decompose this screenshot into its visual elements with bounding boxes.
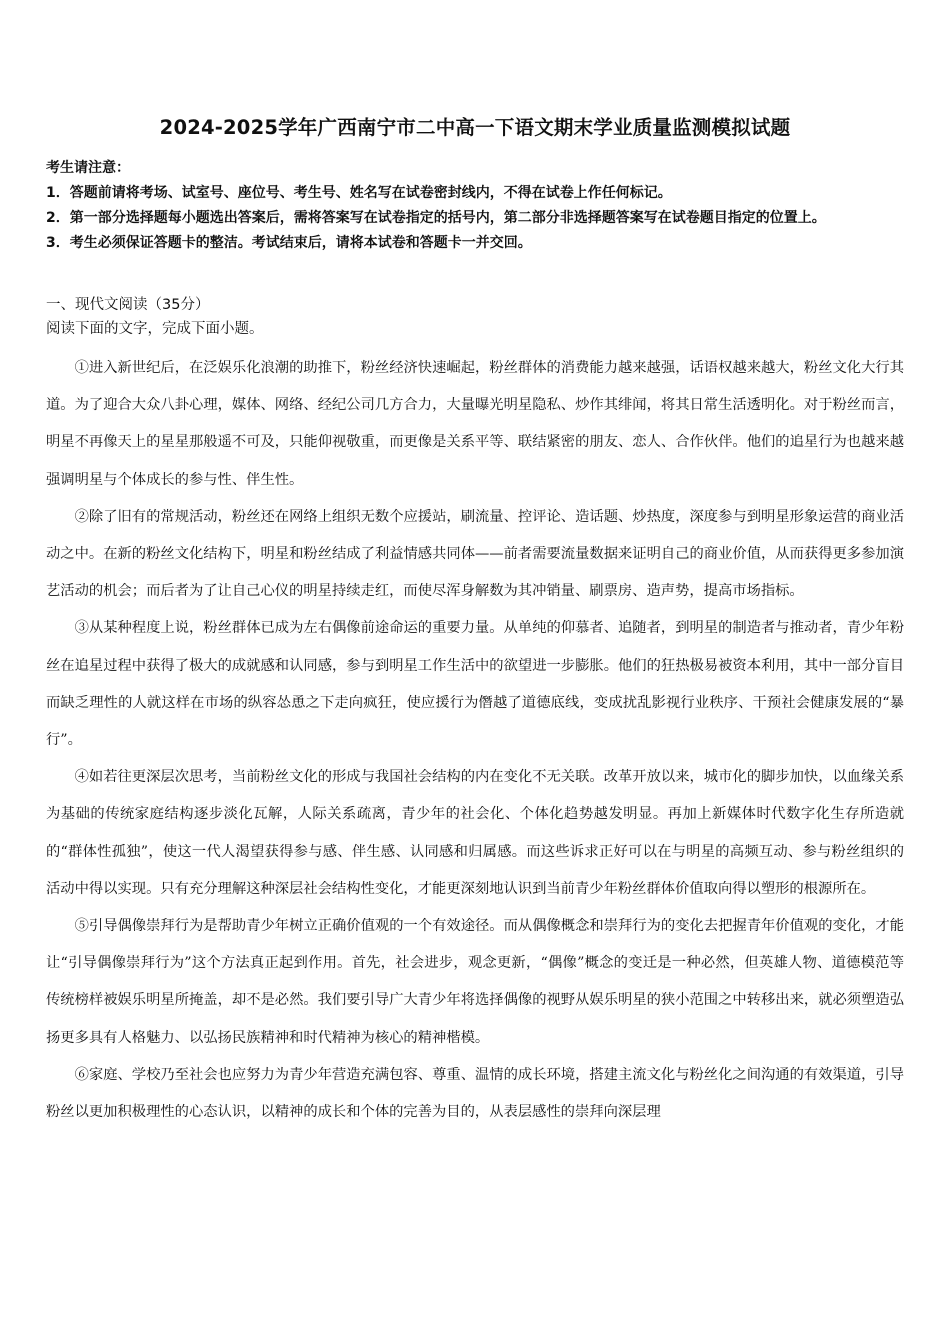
notice-item: 2．第一部分选择题每小题选出答案后，需将答案写在试卷指定的括号内，第二部分非选择题答案写在试卷题目指定的位置上。	[46, 210, 826, 226]
notice-item: 1．答题前请将考场、试室号、座位号、考生号、姓名写在试卷密封线内，不得在试卷上作任何标记。	[46, 185, 672, 201]
notice-item: 3．考生必须保证答题卡的整洁。考试结束后，请将本试卷和答题卡一并交回。	[46, 235, 532, 251]
exam-title: 2024-2025学年广西南宁市二中高一下语文期末学业质量监测模拟试题	[159, 116, 791, 139]
passage-paragraph: ⑤引导偶像崇拜行为是帮助青少年树立正确价值观的一个有效途径。而从偶像概念和崇拜行为的变化去把握青年价值观的变化，才能让“引导偶像崇拜行为”这个方法真正起到作用。首先，社会进步，观念更新，“偶像”概念的变迁是一种必然，但英雄人物、道德模范等传统榜样被娱乐明星所掩盖，却不是必然。我们要引导广大青少年将选择偶像的视野从娱乐明星的狭小范围之中转移出来，就必须塑造弘扬更多具有人格魅力、以弘扬民族精神和时代精神为核心的精神楷模。	[46, 918, 904, 1046]
passage-paragraph: ①进入新世纪后，在泛娱乐化浪潮的助推下，粉丝经济快速崛起，粉丝群体的消费能力越来越强，话语权越来越大，粉丝文化大行其道。为了迎合大众八卦心理，媒体、网络、经纪公司几方合力，大量曝光明星隐私、炒作其绯闻，将其日常生活透明化。对于粉丝而言，明星不再像天上的星星那般遥不可及，只能仰视敬重，而更像是关系平等、联结紧密的朋友、恋人、合作伙伴。他们的追星行为也越来越强调明星与个体成长的参与性、伴生性。	[46, 360, 904, 488]
section-title: 一、现代文阅读（35分）	[46, 297, 210, 313]
passage-paragraph: ④如若往更深层次思考，当前粉丝文化的形成与我国社会结构的内在变化不无关联。改革开放以来，城市化的脚步加快，以血缘关系为基础的传统家庭结构逐步淡化瓦解，人际关系疏离，青少年的社会化、个体化趋势越发明显。再加上新媒体时代数字化生存所造就的“群体性孤独”，使这一代人渴望获得参与感、伴生感、认同感和归属感。而这些诉求正好可以在与明星的高频互动、参与粉丝组织的活动中得以实现。只有充分理解这种深层社会结构性变化，才能更深刻地认识到当前青少年粉丝群体价值取向得以塑形的根源所在。	[46, 769, 904, 897]
candidate-notice	[46, 156, 904, 256]
reading-passage	[46, 350, 904, 1131]
passage-paragraph: ②除了旧有的常规活动，粉丝还在网络上组织无数个应援站，刷流量、控评论、造话题、炒热度，深度参与到明星形象运营的商业活动之中。在新的粉丝文化结构下，明星和粉丝结成了利益情感共同体——前者需要流量数据来证明自己的商业价值，从而获得更多参加演艺活动的机会；而后者为了让自己心仪的明星持续走红，而使尽浑身解数为其冲销量、刷票房、造声势，提高市场指标。	[46, 508, 904, 600]
reading-instruction: 阅读下面的文字，完成下面小题。	[46, 321, 264, 337]
notice-heading: 考生请注意：	[46, 160, 130, 176]
passage-paragraph: ⑥家庭、学校乃至社会也应努力为青少年营造充满包容、尊重、温情的成长环境，搭建主流文化与粉丝化之间沟通的有效渠道，引导粉丝以更加积极理性的心态认识，以精神的成长和个体的完善为目的，从表层感性的崇拜向深层理	[46, 1066, 904, 1121]
passage-paragraph: ③从某种程度上说，粉丝群体已成为左右偶像前途命运的重要力量。从单纯的仰慕者、追随者，到明星的制造者与推动者，青少年粉丝在追星过程中获得了极大的成就感和认同感，参与到明星工作生活中的欲望进一步膨胀。他们的狂热极易被资本利用，其中一部分盲目而缺乏理性的人就这样在市场的纵容怂恿之下走向疯狂，使应援行为僭越了道德底线，变成扰乱影视行业秩序、干预社会健康发展的“暴行”。	[46, 620, 904, 749]
